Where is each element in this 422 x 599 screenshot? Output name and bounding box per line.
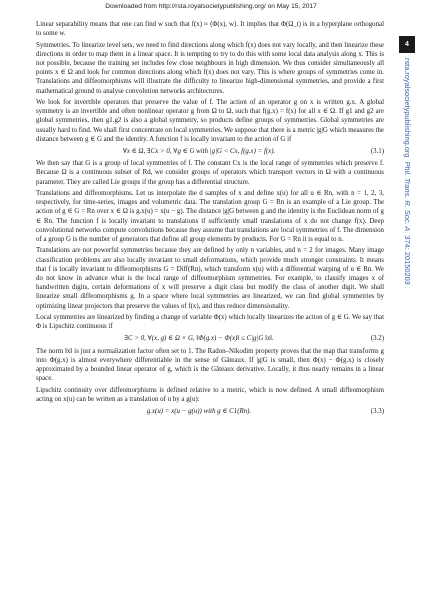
- equation-3-3: [36, 407, 384, 416]
- page-number: 4: [399, 36, 415, 53]
- paragraph: Local symmetries are linearized by finding a change of variable Φ(x) which locally linearizes the action of g ∈ G. We say that Φ is Lipschitz continuous if: [36, 314, 384, 331]
- equation-number: (3.2): [370, 335, 384, 343]
- equation-3-2: [36, 334, 384, 343]
- download-header: Downloaded from http://rsta.royalsocietypublishing.org/ on May 15, 2017: [105, 3, 317, 10]
- paragraph: The norm ‖x‖ is just a normalization factor often set to 1. The Radon–Nikodim property proves that the map that transforms g into Φ(g.x) is almost everywhere differentiable in the sense of Gâteaux. If |g|G is small, then Φ(x) − Φ(g.x) is closely approximated by a bounded linear operator of g, which is the Gâteaux derivative. Locally, it thus nearly remains in a linear space.: [36, 347, 384, 383]
- journal-url[interactable]: rsta.royalsocietypublishing.org: [403, 58, 412, 158]
- equation-number: (3.1): [370, 148, 384, 156]
- paragraph: Translations are not powerful symmetries because they are defined by only n variables, and n = 2 for images. Many image classification problems are also locally invariant to small deformations, which provide much stronger constraints. It means that f is locally invariant to diffeomorphisms G = Diff(Rn), which transform x(u) with a differential warping of u ∈ Rn. We do not know in advance what is the local range of diffeomorphism symmetries. For example, to classify images x of handwritten digits, certain deformations of x will preserve a digit class but modify the class of another digit. We shall linearize small diffeomorphisms g. In a space where local symmetries are linearized, we can find global symmetries by optimizing linear projectors that preserve the values of f(x), and thus reduce dimensionality.: [36, 247, 384, 310]
- paragraph: Translations and diffeomorphisms. Let us interpolate the d samples of x and define x(u) for all u ∈ Rn, with n = 1, 2, 3, respectively, for time-series, images and volumetric data. The translation group G = Rn is an example of a Lie group. The action of g ∈ G = Rn over x ∈ Ω is g.x(u) = x(u − g). The distance |g|G between g and the identity is the Euclidean norm of g ∈ Rn. The function f is locally invariant to translations if sufficiently small translations of x do not change f(x). Deep convolutional networks compute convolutions because they assume that translations are local symmetries of f. The dimension of a group G is the number of generators that define all group elements by products. For G = Rn it is equal to n.: [36, 190, 384, 244]
- equation-number: (3.3): [370, 408, 384, 416]
- equation-body: ∀x ∈ Ω, ∃Cx > 0, ∀g ∈ G with |g|G < Cx, f(g.x) = f(x).: [122, 148, 276, 156]
- journal-name: Phil. Trans. R. Soc. A: [403, 161, 412, 232]
- paragraph: We then say that G is a group of local symmetries of f. The constant Cx is the local range of symmetries which preserve f. Because Ω is a continuous subset of Rd, we consider groups of operators which transport vectors in Ω with a continuous parameter. They are called Lie groups if the group has a differential structure.: [36, 160, 384, 186]
- journal-sidebar: [400, 58, 414, 285]
- journal-volume: 374: 20150203: [403, 235, 412, 285]
- equation-body: g.x(u) = x(u − g(u)) with g ∈ C1(Rn).: [146, 408, 252, 416]
- equation-3-1: [36, 147, 384, 156]
- paragraph: Linear separability means that one can find w such that f(x) ≈ ⟨Φ(x), w⟩. It implies that Φ(Ω_t) is in a hyperplane orthogonal to some w.: [36, 21, 384, 38]
- equation-body: ∃C > 0, ∀(x, g) ∈ Ω × G, ‖Φ(g.x) − Φ(x)‖ ≤ C|g|G ‖x‖.: [124, 335, 274, 343]
- paragraph: Lipschitz continuity over diffeomorphisms is defined relative to a metric, which is now defined. A small diffeomorphism acting on x(u) can be written as a translation of u by a g(u):: [36, 386, 384, 403]
- paragraph: We look for invertible operators that preserve the value of f. The action of an operator g on x is written g.x. A global symmetry is an invertible and often nonlinear operator g from Ω to Ω, such that f(g.x) = f(x) for all x ∈ Ω. If g1 and g2 are global symmetries, then g1.g2 is also a global symmetry, so products define groups of symmetries. Global symmetries are usually hard to find. We shall first concentrate on local symmetries. We suppose that there is a metric |g|G which measures the distance between g ∈ G and the identity. A function f is locally invariant to the action of G if: [36, 99, 384, 143]
- paragraph: Symmetries. To linearize level sets, we need to find directions along which f(x) does not vary locally, and then linearize these directions in order to map them in a linear space. It is tempting to try to do this with some local data analysis along x. This is not possible, because the training set includes few close neighbours in high dimension. We thus consider simultaneously all points x ∈ Ω and look for common directions along which f(x) does not vary. This is where groups of symmetries come in. Translations and diffeomorphisms will illustrate the difficulty to linearize high-dimensional symmetries, and provide a first mathematical ground to analyse convolution networks architectures.: [36, 41, 384, 95]
- article-body: [36, 20, 384, 419]
